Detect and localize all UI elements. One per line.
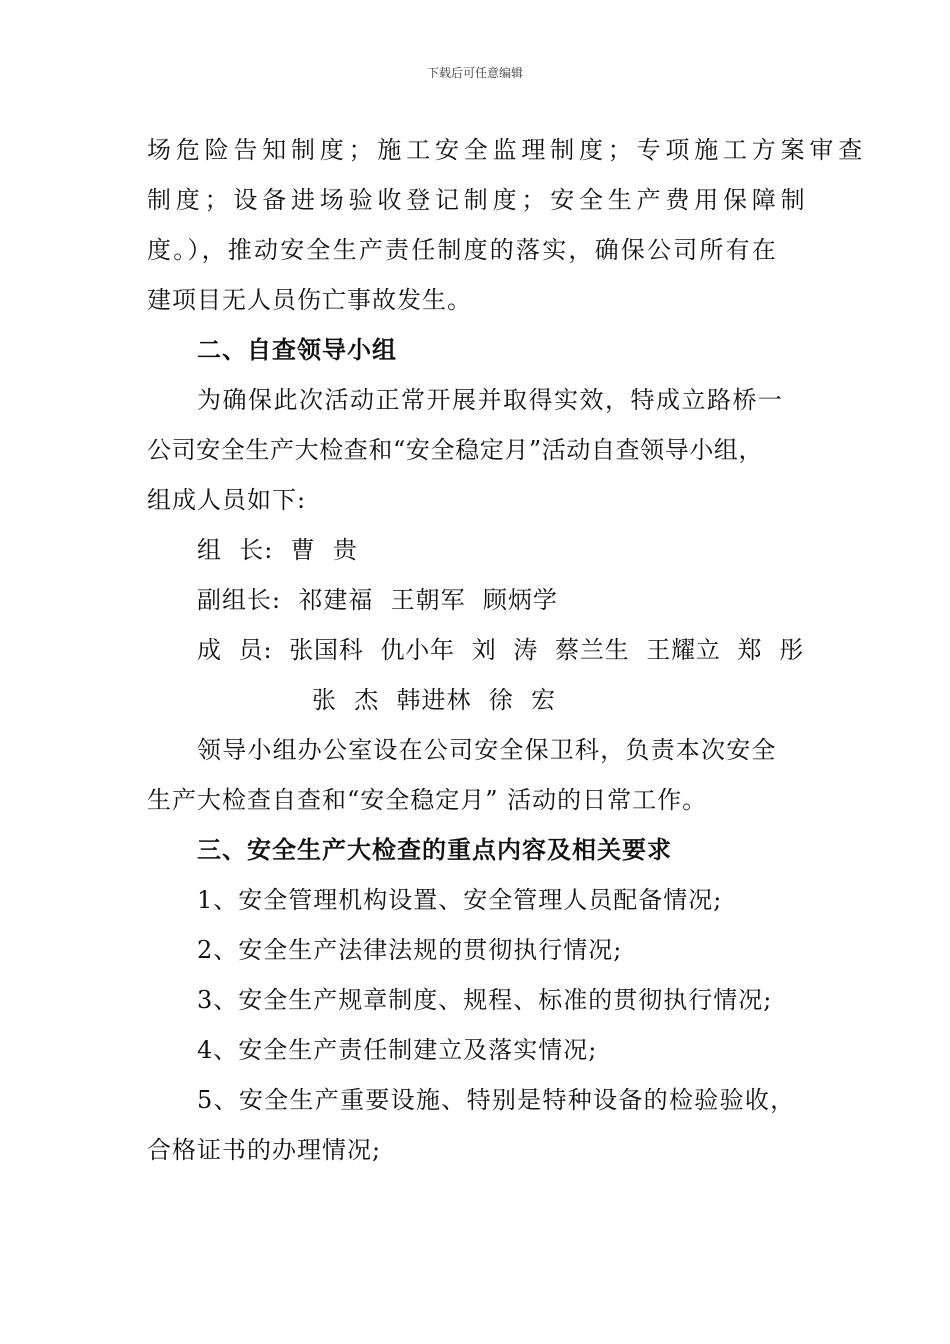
- paragraph-line: 生产大检查自查和“安全稳定月” 活动的日常工作。: [147, 786, 708, 814]
- list-item: 2、安全生产法律法规的贯彻执行情况;: [197, 936, 623, 964]
- paragraph-line: 组成人员如下:: [147, 486, 307, 514]
- list-item: 4、安全生产责任制建立及落实情况;: [197, 1036, 598, 1064]
- page-header-note: 下载后可任意编辑: [426, 66, 523, 80]
- paragraph-line: 度。），推动安全生产责任制度的落实，确保公司所有在: [147, 236, 778, 264]
- members-line: 成 员: 张国科 仇小年 刘 涛 蔡兰生 王耀立 郑 彤: [197, 636, 805, 664]
- members-line: 张 杰 韩进林 徐 宏: [312, 686, 557, 714]
- paragraph-line: 制度；设备进场验收登记制度；安全生产费用保障制: [147, 186, 810, 214]
- leader-line: 组 长: 曹 贵: [197, 536, 358, 564]
- deputy-leader-line: 副组长: 祁建福 王朝军 顾炳学: [197, 586, 558, 614]
- paragraph-line: 领导小组办公室设在公司安全保卫科，负责本次安全: [197, 736, 777, 764]
- section-heading-3: 三、安全生产大检查的重点内容及相关要求: [197, 836, 672, 864]
- list-item: 合格证书的办理情况;: [147, 1136, 382, 1164]
- paragraph-line: 建项目无人员伤亡事故发生。: [147, 286, 472, 314]
- paragraph-line: 场危险告知制度；施工安全监理制度；专项施工方案审查: [147, 136, 867, 164]
- list-item: 1、安全管理机构设置、安全管理人员配备情况;: [197, 886, 723, 914]
- paragraph-line: 为确保此次活动正常开展并取得实效，特成立路桥一: [197, 386, 784, 414]
- list-item: 5、安全生产重要设施、特别是特种设备的检验验收，: [197, 1086, 796, 1114]
- section-heading-2: 二、自查领导小组: [197, 336, 397, 364]
- paragraph-line: 公司安全生产大检查和“安全稳定月”活动自查领导小组，: [147, 436, 764, 464]
- list-item: 3、安全生产规章制度、规程、标准的贯彻执行情况;: [197, 986, 773, 1014]
